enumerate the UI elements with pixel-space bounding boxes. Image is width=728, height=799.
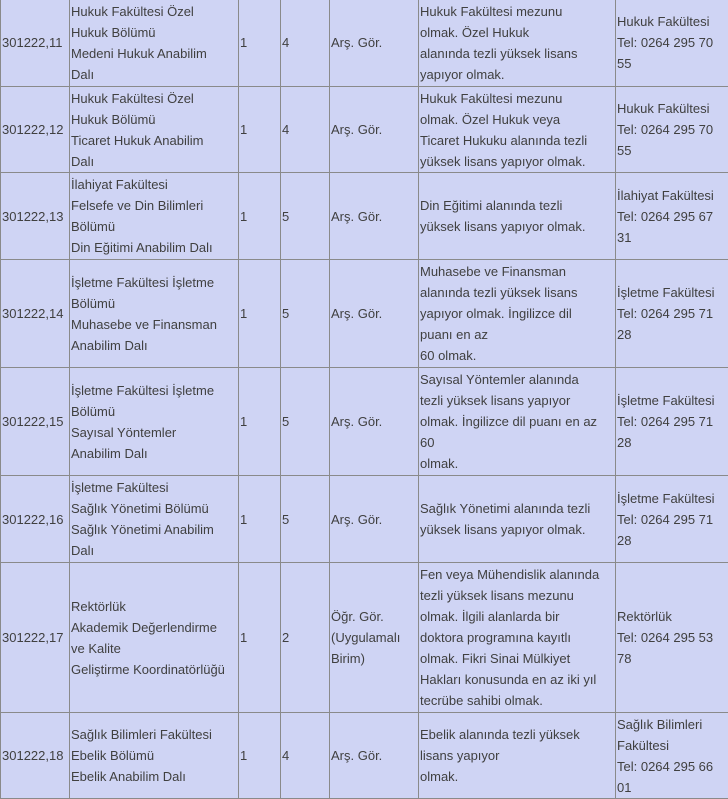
requirements-line: 60 [420,432,614,453]
contact-line: Tel: 0264 295 66 [617,756,727,777]
position-title-line: Birim) [331,648,417,669]
contact-line: Rektörlük [617,606,727,627]
requirements-cell [419,476,616,563]
contact-line: 55 [617,53,727,74]
position-count-cell: 1 [239,476,281,563]
requirements-line: tecrübe sahibi olmak. [420,690,614,711]
contact-cell [616,0,728,87]
position-grade-cell: 5 [281,476,330,563]
table-row [1,260,728,368]
contact-line: Tel: 0264 295 53 [617,627,727,648]
unit-cell [70,173,239,260]
contact-line: Tel: 0264 295 71 [617,303,727,324]
unit-line: Hukuk Bölümü [71,109,237,130]
contact-cell [616,713,728,799]
contact-line: İlahiyat Fakültesi [617,185,727,206]
unit-line: Bölümü [71,293,237,314]
position-code-cell: 301222,14 [1,260,70,368]
requirements-line: olmak. Özel Hukuk [420,22,614,43]
position-count-cell: 1 [239,713,281,799]
unit-line: Anabilim Dalı [71,335,237,356]
requirements-line: olmak. [420,453,614,474]
position-count-cell: 1 [239,563,281,713]
table-row [1,476,728,563]
position-code-cell: 301222,13 [1,173,70,260]
position-code-cell: 301222,12 [1,87,70,173]
contact-line: İşletme Fakültesi [617,282,727,303]
position-title-line: Arş. Gör. [331,509,417,530]
requirements-line: Muhasebe ve Finansman [420,261,614,282]
requirements-cell [419,563,616,713]
unit-cell [70,713,239,799]
contact-cell [616,173,728,260]
contact-cell [616,563,728,713]
contact-line: Tel: 0264 295 67 [617,206,727,227]
contact-line: 28 [617,432,727,453]
position-grade-cell: 4 [281,87,330,173]
unit-line: Geliştirme Koordinatörlüğü [71,659,237,680]
requirements-line: Hukuk Fakültesi mezunu [420,1,614,22]
requirements-line: puanı en az [420,324,614,345]
contact-line: İşletme Fakültesi [617,488,727,509]
position-count-cell: 1 [239,173,281,260]
position-grade-cell: 5 [281,173,330,260]
unit-line: Dalı [71,64,237,85]
position-grade-cell: 4 [281,0,330,87]
contact-line: Tel: 0264 295 70 [617,119,727,140]
position-title-cell [330,563,419,713]
requirements-line: yüksek lisans yapıyor olmak. [420,519,614,540]
unit-line: Ebelik Bölümü [71,745,237,766]
contact-line: Tel: 0264 295 71 [617,509,727,530]
position-code-cell: 301222,11 [1,0,70,87]
unit-cell [70,368,239,476]
requirements-line: olmak. Özel Hukuk veya [420,109,614,130]
position-code-cell: 301222,16 [1,476,70,563]
position-title-line: Öğr. Gör. [331,606,417,627]
contact-line: Hukuk Fakültesi [617,98,727,119]
unit-line: Dalı [71,540,237,561]
unit-line: İşletme Fakültesi İşletme [71,272,237,293]
position-title-line: Arş. Gör. [331,745,417,766]
contact-line: 28 [617,530,727,551]
requirements-line: olmak. [420,766,614,787]
requirements-line: alanında tezli yüksek lisans [420,282,614,303]
unit-line: Felsefe ve Din Bilimleri [71,195,237,216]
contact-line: Fakültesi [617,735,727,756]
unit-cell [70,0,239,87]
unit-line: Dalı [71,151,237,172]
contact-line: Hukuk Fakültesi [617,11,727,32]
unit-cell [70,476,239,563]
unit-line: Sayısal Yöntemler [71,422,237,443]
position-title-line: (Uygulamalı [331,627,417,648]
position-title-cell [330,87,419,173]
unit-line: Akademik Değerlendirme [71,617,237,638]
unit-line: İşletme Fakültesi İşletme [71,380,237,401]
position-title-cell [330,476,419,563]
position-count-cell: 1 [239,368,281,476]
requirements-line: olmak. İngilizce dil puanı en az [420,411,614,432]
unit-line: Medeni Hukuk Anabilim [71,43,237,64]
position-title-cell [330,0,419,87]
contact-line: Tel: 0264 295 71 [617,411,727,432]
unit-line: ve Kalite [71,638,237,659]
position-title-cell [330,173,419,260]
position-count-cell: 1 [239,0,281,87]
requirements-line: yüksek lisans yapıyor olmak. [420,151,614,172]
requirements-line: Hakları konusunda en az iki yıl [420,669,614,690]
position-code-cell: 301222,18 [1,713,70,799]
requirements-line: doktora programına kayıtlı [420,627,614,648]
requirements-cell [419,713,616,799]
table-row [1,368,728,476]
position-count-cell: 1 [239,87,281,173]
contact-cell [616,260,728,368]
requirements-line: Ticaret Hukuku alanında tezli [420,130,614,151]
positions-table-body [1,0,728,799]
position-code-cell: 301222,15 [1,368,70,476]
position-count-cell: 1 [239,260,281,368]
position-title-line: Arş. Gör. [331,119,417,140]
requirements-cell [419,260,616,368]
table-row [1,87,728,173]
unit-line: Sağlık Yönetimi Bölümü [71,498,237,519]
contact-line: İşletme Fakültesi [617,390,727,411]
requirements-line: yapıyor olmak. İngilizce dil [420,303,614,324]
position-title-line: Arş. Gör. [331,32,417,53]
contact-cell [616,368,728,476]
table-row [1,563,728,713]
unit-cell [70,87,239,173]
contact-cell [616,476,728,563]
requirements-line: tezli yüksek lisans mezunu [420,585,614,606]
unit-line: Hukuk Fakültesi Özel [71,88,237,109]
requirements-line: Din Eğitimi alanında tezli [420,195,614,216]
requirements-line: Sayısal Yöntemler alanında [420,369,614,390]
unit-line: Sağlık Yönetimi Anabilim [71,519,237,540]
position-title-line: Arş. Gör. [331,303,417,324]
unit-line: Ticaret Hukuk Anabilim [71,130,237,151]
contact-line: 01 [617,777,727,798]
table-row [1,713,728,799]
unit-line: Muhasebe ve Finansman [71,314,237,335]
requirements-cell [419,87,616,173]
requirements-line: Ebelik alanında tezli yüksek [420,724,614,745]
contact-line: 28 [617,324,727,345]
position-grade-cell: 2 [281,563,330,713]
unit-line: Bölümü [71,216,237,237]
contact-line: 31 [617,227,727,248]
position-grade-cell: 4 [281,713,330,799]
position-title-cell [330,260,419,368]
contact-line: Sağlık Bilimleri [617,714,727,735]
unit-line: Anabilim Dalı [71,443,237,464]
unit-line: Rektörlük [71,596,237,617]
unit-line: Din Eğitimi Anabilim Dalı [71,237,237,258]
unit-cell [70,260,239,368]
requirements-cell [419,0,616,87]
requirements-line: yapıyor olmak. [420,64,614,85]
requirements-line: olmak. Fikri Sinai Mülkiyet [420,648,614,669]
requirements-line: 60 olmak. [420,345,614,366]
requirements-line: Sağlık Yönetimi alanında tezli [420,498,614,519]
position-title-line: Arş. Gör. [331,206,417,227]
position-code-cell: 301222,17 [1,563,70,713]
unit-line: Bölümü [71,401,237,422]
requirements-line: tezli yüksek lisans yapıyor [420,390,614,411]
position-title-cell [330,368,419,476]
table-row [1,173,728,260]
unit-line: Sağlık Bilimleri Fakültesi [71,724,237,745]
requirements-cell [419,173,616,260]
position-grade-cell: 5 [281,368,330,476]
contact-line: 55 [617,140,727,161]
unit-line: Hukuk Fakültesi Özel [71,1,237,22]
position-title-line: Arş. Gör. [331,411,417,432]
position-grade-cell: 5 [281,260,330,368]
contact-line: 78 [617,648,727,669]
unit-line: İlahiyat Fakültesi [71,174,237,195]
requirements-cell [419,368,616,476]
unit-line: Ebelik Anabilim Dalı [71,766,237,787]
requirements-line: alanında tezli yüksek lisans [420,43,614,64]
requirements-line: yüksek lisans yapıyor olmak. [420,216,614,237]
unit-line: İşletme Fakültesi [71,477,237,498]
requirements-line: Fen veya Mühendislik alanında [420,564,614,585]
requirements-line: olmak. İlgili alanlarda bir [420,606,614,627]
contact-line: Tel: 0264 295 70 [617,32,727,53]
unit-line: Hukuk Bölümü [71,22,237,43]
requirements-line: lisans yapıyor [420,745,614,766]
unit-cell [70,563,239,713]
contact-cell [616,87,728,173]
position-title-cell [330,713,419,799]
requirements-line: Hukuk Fakültesi mezunu [420,88,614,109]
table-row [1,0,728,87]
